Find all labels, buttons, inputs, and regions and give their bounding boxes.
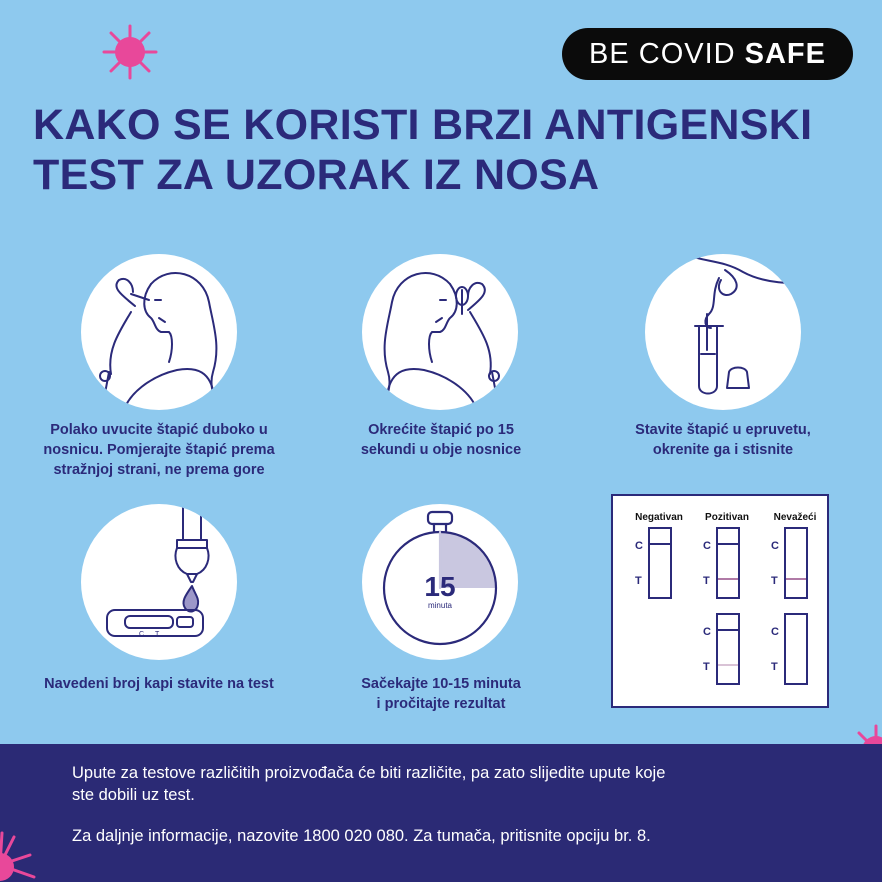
step-1-illustration [81,254,237,410]
badge-text-bold: SAFE [744,37,826,70]
timer-number: 15 [424,571,456,602]
header-pozitivan: Pozitivan [705,512,749,523]
step-3-illustration [645,254,801,410]
step-1-caption [20,420,298,480]
page-title [33,100,812,200]
caption-line: stražnjoj strani, ne prema gore [53,462,265,478]
dropper-test-cassette-icon [81,504,237,660]
strip-negative [635,528,671,598]
caption-line: Sačekajte 10-15 minuta [361,676,521,692]
timer-unit: minuta [427,601,453,610]
caption-line: nosnicu. Pomjerajte štapić prema [43,442,275,458]
virus-icon [0,815,45,882]
woman-swab-nose-icon [81,254,237,410]
caption-line: Navedeni broj kapi stavite na test [44,676,274,692]
footer-line: Za daljnje informacije, nazovite 1800 020 080. Za tumača, pritisnite opciju br. 8. [72,827,651,845]
step-4-caption [20,674,298,694]
strip-positive-faint [703,614,739,684]
title-line-1: KAKO SE KORISTI BRZI ANTIGENSKI [33,101,813,149]
c-label: C [703,626,711,638]
header-nevazeci: Nevažeći [773,512,817,523]
swab-tube-icon [645,254,801,410]
cassette-c-label: C [139,631,145,638]
footer-line: ste dobili uz test. [72,786,195,804]
step-2-caption [300,420,582,460]
c-label: C [771,626,779,638]
t-label: T [771,575,778,587]
woman-rotate-swab-icon [362,254,518,410]
strip-invalid [771,528,807,598]
footer-contact [72,825,651,847]
step-5-caption [300,674,582,714]
t-label: T [703,575,710,587]
cassette-t-label: T [155,631,160,638]
be-covidsafe-badge [562,28,853,80]
strip-positive [703,528,739,598]
badge-text: BE COVID [589,37,736,70]
footer-note [72,762,665,806]
caption-line: sekundi u obje nosnice [360,442,522,458]
results-legend [611,494,829,708]
step-2-illustration [362,254,518,410]
c-label: C [771,540,779,552]
t-label: T [703,661,710,673]
t-label: T [635,575,642,587]
strip-invalid-empty [771,614,807,684]
step-5-illustration [362,504,518,660]
c-label: C [635,540,643,552]
timer-icon [362,504,518,660]
caption-line: i pročitajte rezultat [376,696,506,712]
footer-line: Upute za testove različitih proizvođača će biti različite, pa zato slijedite upute koje [72,764,666,782]
c-label: C [703,540,711,552]
caption-line: Okrećite štapić po 15 [368,422,514,438]
caption-line: Polako uvucite štapić duboko u [50,422,268,438]
caption-line: okrenite ga i stisnite [652,442,794,458]
caption-line: Stavite štapić u epruvetu, [635,422,811,438]
t-label: T [771,661,778,673]
title-line-2: TEST ZA UZORAK IZ NOSA [33,151,600,199]
step-4-illustration [81,504,237,660]
footer [0,744,882,882]
virus-icon [100,22,160,82]
step-3-caption [592,420,854,460]
header-negativan: Negativan [635,512,683,523]
